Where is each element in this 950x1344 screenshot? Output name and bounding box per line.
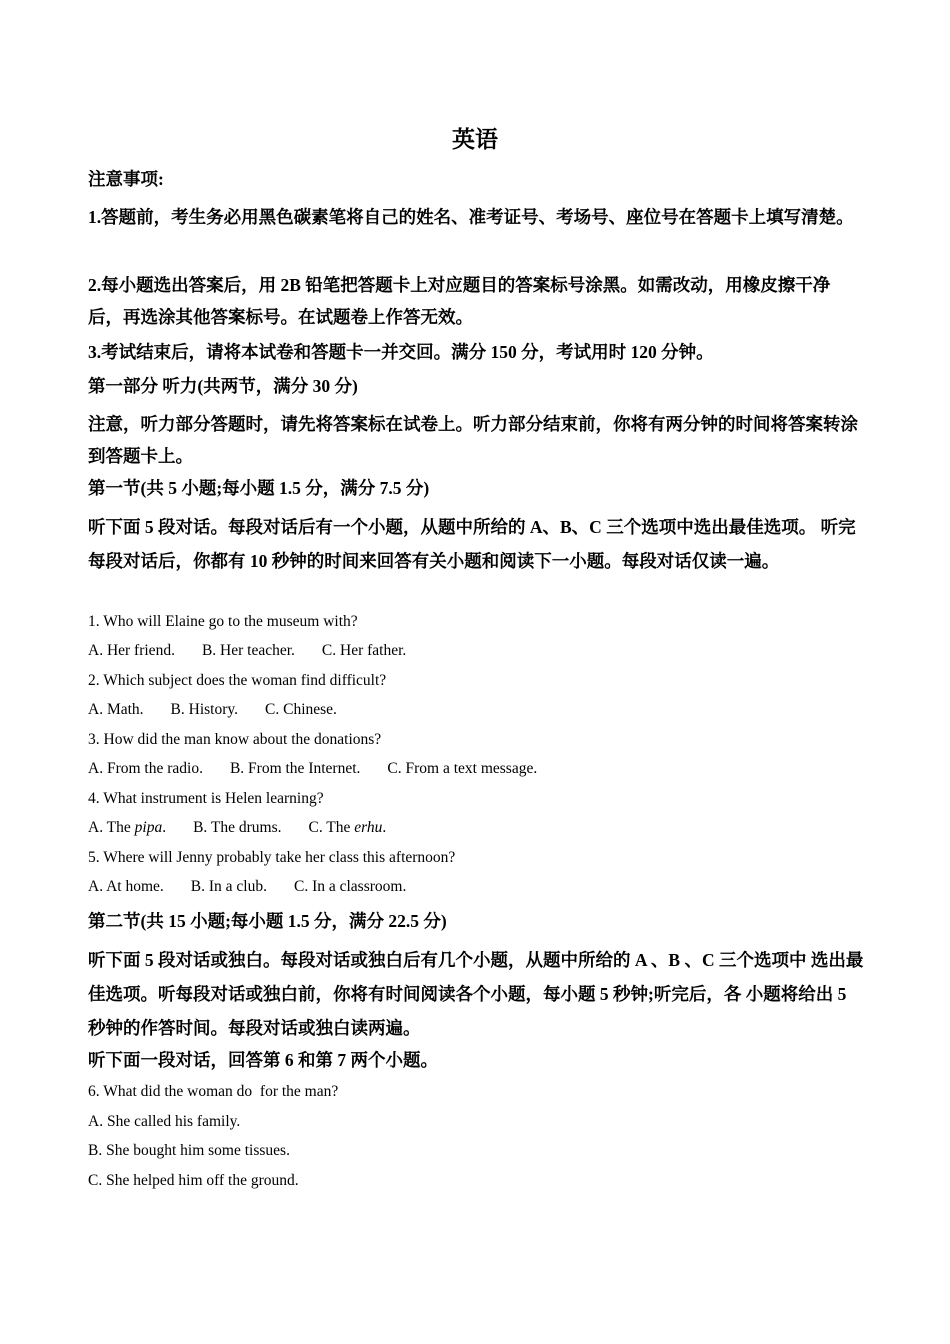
question-5: 5. Where will Jenny probably take her class this afternoon? — [88, 849, 456, 866]
question-2: 2. Which subject does the woman find difficult? — [88, 672, 387, 689]
option-c: C. In a classroom. — [293, 878, 407, 895]
question-3-options — [88, 758, 864, 780]
option-c: C. Chinese. — [265, 701, 337, 718]
notice-item-2: 2.每小题选出答案后，用 2B 铅笔把答题卡上对应题目的答案标号涂黑。如需改动，用橡皮擦干净后，再选涂其他答案标号。在试题卷上作答无效。 — [88, 275, 831, 327]
section2-instruction: 听下面 5 段对话或独白。每段对话或独白后有几个小题，从题中所给的 A 、B 、C 三个选项中 选出最佳选项。听每段对话或独白前，你将有时间阅读各个小题，每小题 5 秒钟;听完后，各 小题将给出 5 秒钟的作答时间。每段对话或独白读两遍。 — [88, 950, 864, 1038]
option-a: A. The pipa. — [88, 819, 167, 836]
question-3: 3. How did the man know about the donations? — [88, 731, 382, 748]
option-a: A. From the radio. — [88, 760, 203, 777]
question-6-option-b: B. She bought him some tissues. — [88, 1142, 290, 1159]
option-b: B. Her teacher. — [201, 642, 295, 659]
section1-heading: 第一节(共 5 小题;每小题 1.5 分，满分 7.5 分) — [88, 478, 430, 498]
option-b: B. History. — [170, 701, 239, 718]
part1-note: 注意，听力部分答题时，请先将答案标在试卷上。听力部分结束前，你将有两分钟的时间将答案转涂到答题卡上。 — [88, 414, 858, 466]
question-1: 1. Who will Elaine go to the museum with? — [88, 613, 358, 630]
section2-heading: 第二节(共 15 小题;每小题 1.5 分，满分 22.5 分) — [88, 911, 447, 931]
option-c: C. From a text message. — [387, 760, 538, 777]
section2-sub-instruction: 听下面一段对话，回答第 6 和第 7 两个小题。 — [88, 1050, 438, 1070]
option-a: A. At home. — [88, 878, 164, 895]
question-5-options — [88, 876, 864, 898]
question-1-options — [88, 640, 864, 662]
notice-item-1: 1.答题前，考生务必用黑色碳素笔将自己的姓名、准考证号、考场号、座位号在答题卡上填写清楚。 — [88, 207, 854, 227]
notice-heading: 注意事项: — [88, 169, 164, 189]
question-6-option-a: A. She called his family. — [88, 1113, 241, 1130]
question-6: 6. What did the woman do for the man? — [88, 1083, 339, 1100]
option-c: C. The erhu. — [308, 819, 387, 836]
page-title: 英语 — [452, 127, 498, 152]
question-4: 4. What instrument is Helen learning? — [88, 790, 324, 807]
option-b: B. In a club. — [190, 878, 267, 895]
part1-heading: 第一部分 听力(共两节，满分 30 分) — [88, 376, 358, 396]
option-a: A. Math. — [88, 701, 144, 718]
option-b: B. The drums. — [193, 819, 282, 836]
question-6-option-c: C. She helped him off the ground. — [88, 1172, 299, 1189]
option-b: B. From the Internet. — [229, 760, 361, 777]
notice-item-3: 3.考试结束后，请将本试卷和答题卡一并交回。满分 150 分，考试用时 120 分钟。 — [88, 342, 714, 362]
section1-instruction: 听下面 5 段对话。每段对话后有一个小题，从题中所给的 A、B、C 三个选项中选出最佳选项。 听完每段对话后，你都有 10 秒钟的时间来回答有关小题和阅读下一小题。每段对话仅读一遍。 — [88, 517, 856, 571]
option-c: C. Her father. — [321, 642, 407, 659]
option-a: A. Her friend. — [88, 642, 175, 659]
question-2-options — [88, 699, 864, 721]
question-4-options — [88, 817, 864, 839]
